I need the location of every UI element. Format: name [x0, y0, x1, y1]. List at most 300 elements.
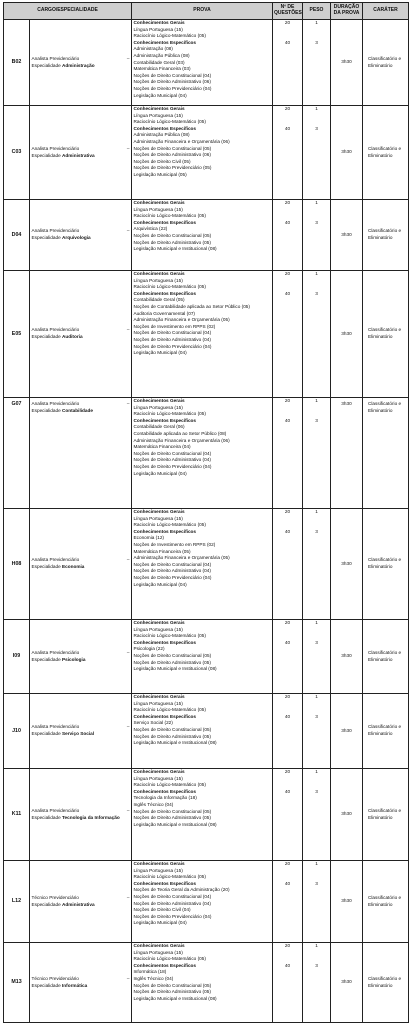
questoes-cell [273, 20, 303, 106]
especialidade-name: Serviço Social [62, 731, 95, 736]
gerais-peso: 1 [315, 509, 318, 514]
especialidade-line [32, 408, 130, 415]
prova-section: Conhecimentos Específicos [133, 639, 197, 645]
prova-subject: Noções de Direito Administrativo (05) [133, 989, 211, 995]
gerais-questoes: 20 [284, 20, 291, 25]
prova-subject: Economia (12) [133, 535, 164, 541]
prova-subject: Raciocínio Lógico-Matemático (05) [133, 33, 206, 39]
questoes-cell [273, 620, 303, 694]
prova-section: Conhecimentos Gerais [133, 20, 185, 25]
especialidade-label: Especialidade [31, 814, 61, 820]
table-row [4, 943, 409, 1023]
especificos-questoes: 40 [284, 963, 291, 968]
especificos-questoes: 40 [284, 881, 291, 886]
prova-subject: Matemática Financeira (05) [133, 548, 191, 554]
peso-cell [303, 20, 331, 106]
prova-subject: Noções de Direito Administrativo (05) [133, 239, 211, 245]
gerais-peso: 1 [315, 694, 318, 699]
especialidade-label: Especialidade [31, 656, 61, 662]
especialidade-name: Tecnologia da Informação [62, 814, 120, 820]
peso-cell [303, 509, 331, 620]
gerais-peso: 1 [315, 20, 318, 25]
prova-subject: Inglês Técnico (04) [133, 975, 174, 981]
cargo-code: B02 [4, 20, 30, 106]
cargo-dash: – [126, 894, 130, 900]
cargo-especialidade [30, 861, 132, 943]
prova-subject: Noções de Direito Previdenciário (04) [133, 463, 212, 469]
prova-subject: Contabilidade Geral (06) [133, 424, 185, 430]
prova-subject: Língua Portuguesa (15) [133, 206, 183, 212]
especificos-peso: 3 [315, 640, 318, 645]
prova-subject: Noções de Direito Previdenciário (04) [133, 85, 212, 91]
prova-section: Conhecimentos Específicos [133, 880, 197, 886]
prova-subject: Noções de Direito Administrativo (05) [133, 659, 211, 665]
cargo-code: E05 [4, 271, 30, 398]
prova-section: Conhecimentos Específicos [133, 713, 197, 719]
table-row [4, 861, 409, 943]
prova-subject: Raciocínio Lógico-Matemático (05) [133, 782, 206, 788]
especificos-questoes: 40 [284, 220, 291, 225]
prova-subject: Tecnologia da Informação (18) [133, 795, 197, 801]
prova-subject: Matemática Financeira (03) [133, 66, 191, 72]
prova-cell [132, 509, 273, 620]
carater-cell: Classificatório e Eliminatório [363, 620, 409, 694]
cargo-code: K11 [4, 769, 30, 861]
prova-cell [132, 620, 273, 694]
cargo-code: D04 [4, 200, 30, 271]
cargo-line [32, 976, 130, 983]
prova-subject: Administração Pública (08) [133, 52, 190, 58]
especialidade-label: Especialidade [31, 564, 61, 569]
prova-section: Conhecimentos Específicos [133, 290, 197, 296]
prova-cell [132, 769, 273, 861]
cargo-line [32, 401, 130, 408]
peso-cell [303, 694, 331, 769]
prova-subject: Legislação Municipal e Institucional (08) [133, 246, 217, 252]
carater-cell: Classificatório e Eliminatório [363, 861, 409, 943]
especialidade-label: Especialidade [31, 152, 61, 158]
prova-subject: Noções de Direito Administrativo (06) [133, 152, 211, 158]
especialidade-name: Administrativa [62, 901, 95, 907]
especialidade-line [32, 815, 130, 822]
cargo-line [32, 228, 130, 235]
duracao-cell: 3h30 [331, 620, 363, 694]
prova-subject: Legislação Municipal e Institucional (08) [133, 821, 217, 827]
prova-subject: Legislação Municipal (04) [133, 920, 187, 926]
carater-cell: Classificatório e Eliminatório [363, 20, 409, 106]
gerais-questoes: 20 [284, 861, 291, 866]
duracao-cell: 3h30 [331, 271, 363, 398]
prova-subject: Administração Financeira e Orçamentária (05) [133, 317, 230, 323]
prova-subject: Contabilidade Geral (05) [133, 297, 185, 303]
duracao-cell: 3h30 [331, 200, 363, 271]
prova-subject: Legislação Municipal e Institucional (08) [133, 995, 217, 1001]
especificos-questoes: 40 [284, 789, 291, 794]
prova-subject: Língua Portuguesa (15) [133, 26, 183, 32]
cargo-title: Analista Previdenciário [31, 55, 80, 61]
prova-subject: Noções de Direito Constitucional (05) [133, 808, 212, 814]
prova-section: Conhecimentos Específicos [133, 962, 197, 968]
prova-subject: Noções de Direito Constitucional (05) [133, 726, 212, 732]
prova-subject: Língua Portuguesa (15) [133, 700, 183, 706]
prova-subject: Raciocínio Lógico-Matemático (05) [133, 119, 206, 125]
prova-cell [132, 20, 273, 106]
prova-subject: Noções de Direito Constitucional (04) [133, 330, 212, 336]
prova-subject: Administração Pública (08) [133, 132, 190, 138]
prova-subject: Noções de Direito Administrativo (05) [133, 733, 211, 739]
prova-subject: Administração Financeira e Orçamentária (06) [133, 437, 230, 443]
especialidade-name: Arquivologia [62, 235, 91, 240]
cargo-title: Analista Previdenciário [31, 145, 80, 151]
prova-subject: Administração Financeira e Orçamentária (06) [133, 138, 230, 144]
especialidade-name: Psicologia [62, 656, 86, 662]
prova-subject: Serviço Social (22) [133, 720, 173, 726]
prova-subject: Língua Portuguesa (15) [133, 867, 183, 873]
especificos-peso: 3 [315, 963, 318, 968]
especialidade-line [32, 235, 130, 242]
table-row [4, 200, 409, 271]
table-row [4, 398, 409, 509]
cargo-especialidade [30, 20, 132, 106]
prova-subject: Noções de Investimento em RPPS (02) [133, 541, 216, 547]
gerais-questoes: 20 [284, 620, 291, 625]
table-header-row [4, 3, 409, 20]
questoes-cell [273, 106, 303, 200]
especialidade-line [32, 63, 130, 70]
prova-section: Conhecimentos Gerais [133, 943, 185, 948]
table-row [4, 694, 409, 769]
prova-section: Conhecimentos Específicos [133, 417, 197, 423]
prova-subject: Raciocínio Lógico-Matemático (05) [133, 874, 206, 880]
prova-subject: Língua Portuguesa (15) [133, 949, 183, 955]
prova-subject: Noções de Direito Administrativo (05) [133, 815, 211, 821]
cargo-especialidade [30, 620, 132, 694]
peso-cell [303, 943, 331, 1023]
gerais-peso: 1 [315, 106, 318, 111]
cargo-line [32, 724, 130, 731]
header-cargo: CARGO/ESPECIALIDADE [4, 3, 132, 20]
prova-subject: Noções de Teoria Geral da Administração (20) [133, 887, 230, 893]
prova-subject: Informática (18) [133, 969, 167, 975]
cargo-title: Analista Previdenciário [31, 724, 80, 730]
prova-subject: Legislação Municipal (04) [133, 92, 187, 98]
especialidade-label: Especialidade [31, 407, 61, 413]
especialidade-label: Especialidade [31, 62, 61, 68]
cargo-title: Técnico Previdenciário [31, 975, 79, 981]
cargo-especialidade [30, 509, 132, 620]
carater-cell: Classificatório e Eliminatório [363, 106, 409, 200]
cargo-title: Analista Previdenciário [31, 649, 80, 655]
prova-section: Conhecimentos Gerais [133, 509, 185, 514]
prova-subject: Noções de Direito Previdenciário (04) [133, 574, 212, 580]
gerais-questoes: 20 [284, 694, 291, 699]
peso-cell [303, 398, 331, 509]
prova-section: Conhecimentos Gerais [133, 271, 185, 276]
prova-subject: Noções de Direito Constitucional (05) [133, 145, 212, 151]
prova-subject: Matemática Financeira (04) [133, 444, 191, 450]
duracao-cell: 3h30 [331, 509, 363, 620]
questoes-cell [273, 694, 303, 769]
gerais-questoes: 20 [284, 398, 291, 403]
especialidade-label: Especialidade [31, 235, 61, 240]
prova-subject: Noções de Direito Constitucional (05) [133, 982, 212, 988]
carater-cell: Classificatório e Eliminatório [363, 943, 409, 1023]
table-row [4, 769, 409, 861]
prova-cell [132, 271, 273, 398]
cargo-especialidade [30, 106, 132, 200]
cargo-line [32, 895, 130, 902]
cargo-code: J10 [4, 694, 30, 769]
prova-subject: Noções de Direito Administrativo (04) [133, 568, 211, 574]
cargo-line [32, 146, 130, 153]
duracao-cell: 3h30 [331, 943, 363, 1023]
prova-subject: Administração (08) [133, 46, 173, 52]
prova-section: Conhecimentos Específicos [133, 788, 197, 794]
cargo-dash: – [126, 228, 130, 234]
cargo-line [32, 650, 130, 657]
cargo-title: Analista Previdenciário [31, 557, 80, 563]
duracao-cell: 3h30 [331, 106, 363, 200]
gerais-peso: 1 [315, 861, 318, 866]
cargo-code: C03 [4, 106, 30, 200]
prova-subject: Língua Portuguesa (15) [133, 112, 183, 118]
prova-subject: Raciocínio Lógico-Matemático (05) [133, 411, 206, 417]
cargo-dash: – [126, 724, 130, 730]
especialidade-name: Economia [62, 564, 85, 569]
prova-subject: Noções de Direito Administrativo (04) [133, 900, 211, 906]
cargo-dash: – [126, 975, 130, 981]
cargo-dash: – [126, 327, 130, 333]
prova-subject: Auditoria Governamental (07) [133, 310, 195, 316]
cargo-especialidade [30, 398, 132, 509]
questoes-cell [273, 509, 303, 620]
carater-cell: Classificatório e Eliminatório [363, 694, 409, 769]
carater-cell: Classificatório e Eliminatório [363, 769, 409, 861]
questoes-cell [273, 769, 303, 861]
cargo-title: Analista Previdenciário [31, 327, 80, 333]
peso-cell [303, 271, 331, 398]
especificos-peso: 3 [315, 291, 318, 296]
prova-subject: Legislação Municipal (04) [133, 350, 187, 356]
prova-subject: Raciocínio Lógico-Matemático (05) [133, 633, 206, 639]
especificos-questoes: 40 [284, 291, 291, 296]
prova-subject: Legislação Municipal (05) [133, 171, 187, 177]
prova-subject: Legislação Municipal (04) [133, 581, 187, 587]
cargo-title: Analista Previdenciário [31, 807, 80, 813]
prova-subject: Noções de Direito Previdenciário (05) [133, 165, 212, 171]
prova-subject: Língua Portuguesa (15) [133, 404, 183, 410]
especificos-questoes: 40 [284, 126, 291, 131]
especificos-questoes: 40 [284, 714, 291, 719]
prova-section: Conhecimentos Gerais [133, 398, 185, 403]
table-row [4, 106, 409, 200]
prova-cell [132, 861, 273, 943]
especialidade-name: Contabilidade [62, 407, 93, 413]
cargo-code: H08 [4, 509, 30, 620]
prova-subject: Raciocínio Lógico-Matemático (05) [133, 956, 206, 962]
especificos-peso: 3 [315, 789, 318, 794]
gerais-peso: 1 [315, 398, 318, 403]
header-duracao: DURAÇÃO DA PROVA [331, 3, 363, 20]
prova-subject: Noções de Direito Constitucional (04) [133, 561, 212, 567]
especialidade-label: Especialidade [31, 901, 61, 907]
prova-section: Conhecimentos Gerais [133, 200, 185, 205]
cargo-dash: – [126, 807, 130, 813]
cargo-especialidade [30, 943, 132, 1023]
especificos-questoes: 40 [284, 640, 291, 645]
especialidade-label: Especialidade [31, 982, 61, 988]
especificos-peso: 3 [315, 529, 318, 534]
carater-cell: Classificatório e Eliminatório [363, 398, 409, 509]
especificos-peso: 3 [315, 40, 318, 45]
prova-cell [132, 943, 273, 1023]
cargo-especialidade [30, 769, 132, 861]
cargo-line [32, 327, 130, 334]
cargo-line [32, 56, 130, 63]
prova-subject: Noções de Direito Constitucional (05) [133, 232, 212, 238]
prova-cell [132, 694, 273, 769]
carater-cell: Classificatório e Eliminatório [363, 271, 409, 398]
prova-subject: Legislação Municipal e Institucional (08) [133, 666, 217, 672]
prova-subject: Contabilidade Geral (03) [133, 59, 185, 65]
gerais-questoes: 20 [284, 106, 291, 111]
especificos-peso: 3 [315, 881, 318, 886]
questoes-cell [273, 200, 303, 271]
prova-cell [132, 200, 273, 271]
prova-subject: Arquivística (22) [133, 226, 168, 232]
especificos-questoes: 40 [284, 40, 291, 45]
table-row [4, 509, 409, 620]
header-prova: PROVA [132, 3, 273, 20]
header-questoes: Nº DE QUESTÕES [273, 3, 303, 20]
gerais-questoes: 20 [284, 943, 291, 948]
cargo-title: Analista Previdenciário [31, 401, 80, 406]
prova-subject: Língua Portuguesa (15) [133, 277, 183, 283]
especificos-peso: 3 [315, 714, 318, 719]
prova-section: Conhecimentos Específicos [133, 125, 197, 131]
cargo-code: L12 [4, 861, 30, 943]
prova-subject: Noções de Contabilidade aplicada ao Setor Público (05) [133, 303, 250, 309]
prova-subject: Língua Portuguesa (15) [133, 775, 183, 781]
cargo-line [32, 808, 130, 815]
gerais-peso: 1 [315, 271, 318, 276]
prova-subject: Noções de Direito Administrativo (04) [133, 336, 211, 342]
prova-cell [132, 106, 273, 200]
prova-subject: Noções de Direito Civil (05) [133, 158, 191, 164]
prova-subject: Raciocínio Lógico-Matemático (05) [133, 522, 206, 528]
cargo-dash: – [126, 145, 130, 151]
table-row [4, 620, 409, 694]
cargo-code: I09 [4, 620, 30, 694]
cargo-title: Analista Previdenciário [31, 228, 80, 234]
prova-section: Conhecimentos Específicos [133, 528, 197, 534]
cargo-especialidade [30, 200, 132, 271]
especialidade-line [32, 153, 130, 160]
duracao-cell: 3h30 [331, 694, 363, 769]
especialidade-line [32, 902, 130, 909]
prova-section: Conhecimentos Gerais [133, 861, 185, 866]
header-peso: PESO [303, 3, 331, 20]
especificos-peso: 3 [315, 418, 318, 423]
duracao-cell: 3h30 [331, 769, 363, 861]
especialidade-line [32, 564, 130, 571]
cargo-code: G07 [4, 398, 30, 509]
especificos-peso: 3 [315, 220, 318, 225]
prova-subject: Raciocínio Lógico-Matemático (05) [133, 707, 206, 713]
prova-subject: Raciocínio Lógico-Matemático (05) [133, 284, 206, 290]
gerais-questoes: 20 [284, 769, 291, 774]
especialidade-line [32, 334, 130, 341]
prova-subject: Noções de Direito Previdenciário (04) [133, 343, 212, 349]
prova-subject: Contabilidade aplicada ao Setor Público (08) [133, 430, 227, 436]
peso-cell [303, 200, 331, 271]
carater-cell: Classificatório e Eliminatório [363, 509, 409, 620]
especificos-questoes: 40 [284, 529, 291, 534]
prova-subject: Noções de Investimento em RPPS (02) [133, 323, 216, 329]
prova-subject: Língua Portuguesa (15) [133, 626, 183, 632]
cargo-code: M13 [4, 943, 30, 1023]
peso-cell [303, 861, 331, 943]
carater-cell: Classificatório e Eliminatório [363, 200, 409, 271]
especialidade-name: Administrativa [62, 152, 95, 158]
prova-section: Conhecimentos Específicos [133, 39, 197, 45]
questoes-cell [273, 271, 303, 398]
cargo-dash: – [126, 401, 130, 406]
especialidade-name: Auditoria [62, 334, 83, 339]
prova-section: Conhecimentos Gerais [133, 106, 185, 111]
prova-subject: Noções de Direito Constitucional (05) [133, 652, 212, 658]
prova-subject: Noções de Direito Previdenciário (04) [133, 913, 212, 919]
prova-section: Conhecimentos Gerais [133, 694, 185, 699]
gerais-questoes: 20 [284, 271, 291, 276]
prova-section: Conhecimentos Gerais [133, 769, 185, 774]
gerais-peso: 1 [315, 200, 318, 205]
questoes-cell [273, 861, 303, 943]
prova-subject: Legislação Municipal (04) [133, 470, 187, 476]
prova-subject: Noções de Direito Civil (04) [133, 907, 191, 913]
prova-subject: Noções de Direito Administrativo (06) [133, 79, 211, 85]
especialidade-line [32, 731, 130, 738]
especialidade-line [32, 657, 130, 664]
gerais-questoes: 20 [284, 509, 291, 514]
table-row [4, 20, 409, 106]
especificos-peso: 3 [315, 126, 318, 131]
prova-subject: Inglês Técnico (04) [133, 801, 174, 807]
cargo-dash: – [126, 55, 130, 61]
peso-cell [303, 769, 331, 861]
exam-table [3, 2, 409, 1023]
prova-subject: Psicologia (22) [133, 646, 165, 652]
prova-subject: Raciocínio Lógico-Matemático (05) [133, 213, 206, 219]
questoes-cell [273, 943, 303, 1023]
prova-subject: Noções de Direito Constitucional (04) [133, 450, 212, 456]
cargo-dash: – [126, 557, 130, 563]
duracao-cell: 3h30 [331, 861, 363, 943]
especialidade-label: Especialidade [31, 334, 61, 339]
questoes-cell [273, 398, 303, 509]
prova-subject: Administração Financeira e Orçamentária (05) [133, 555, 230, 561]
prova-subject: Língua Portuguesa (15) [133, 515, 183, 521]
cargo-title: Técnico Previdenciário [31, 894, 79, 900]
prova-section: Conhecimentos Específicos [133, 219, 197, 225]
duracao-cell: 3h30 [331, 20, 363, 106]
especialidade-label: Especialidade [31, 731, 61, 736]
cargo-dash: – [126, 649, 130, 655]
prova-section: Conhecimentos Gerais [133, 620, 185, 625]
gerais-peso: 1 [315, 620, 318, 625]
cargo-especialidade [30, 271, 132, 398]
gerais-peso: 1 [315, 943, 318, 948]
